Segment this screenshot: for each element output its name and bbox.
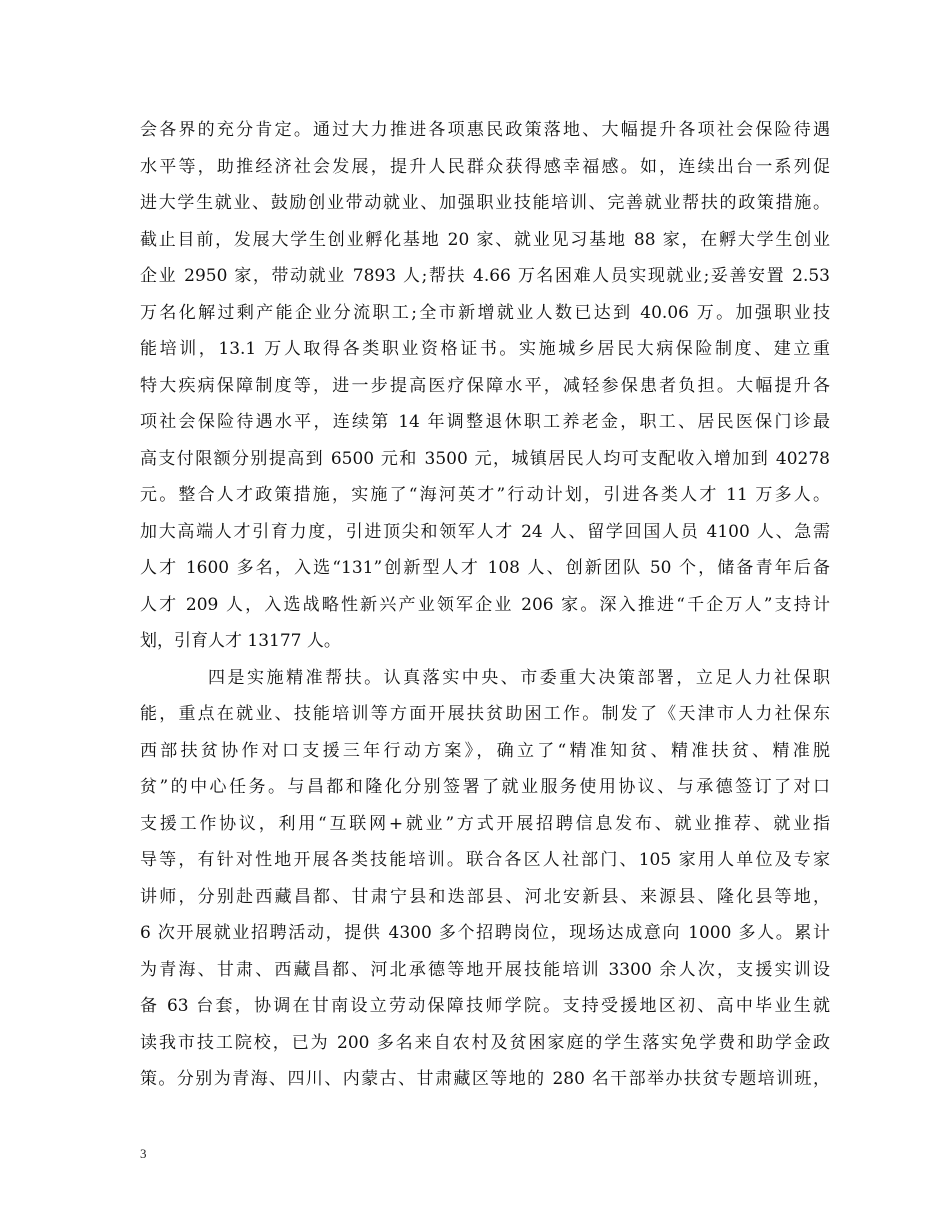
text-line: 企业 2950 家，带动就业 7893 人;帮扶 4.66 万名困难人员实现就业;妥善安置 2.53 [140, 266, 830, 286]
paragraph-2 [140, 660, 830, 1098]
text-line: 备 63 台套，协调在甘南设立劳动保障技师学院。支持受援地区初、高中毕业生就 [140, 996, 830, 1016]
text-line: 元。整合人才政策措施，实施了“海河英才”行动计划，引进各类人才 11 万多人。 [140, 485, 830, 505]
text-line: 6 次开展就业招聘活动，提供 4300 多个招聘岗位，现场达成意向 1000 多人。累计 [140, 923, 830, 943]
text-line: 能培训，13.1 万人取得各类职业资格证书。实施城乡居民大病保险制度、建立重 [140, 339, 830, 359]
text-line: 特大疾病保障制度等，进一步提高医疗保障水平，减轻参保患者负担。大幅提升各 [140, 375, 830, 396]
text-line: 读我市技工院校，已为 200 多名来自农村及贫困家庭的学生落实免学费和助学金政 [140, 1032, 830, 1053]
page-number: 3 [140, 1146, 147, 1161]
body-text [140, 112, 830, 1098]
text-line: 四是实施精准帮扶。认真落实中央、市委重大决策部署，立足人力社保职 [208, 667, 830, 688]
text-line: 项社会保险待遇水平，连续第 14 年调整退休职工养老金，职工、居民医保门诊最 [140, 412, 830, 432]
text-line: 加大高端人才引育力度，引进顶尖和领军人才 24 人、留学回国人员 4100 人、急需 [140, 521, 830, 542]
text-line: 讲师，分别赴西藏昌都、甘肃宁县和迭部县、河北安新县、来源县、隆化县等地， [140, 886, 830, 907]
text-line: 支援工作协议，利用“互联网+就业”方式开展招聘信息发布、就业推荐、就业指 [140, 813, 830, 834]
text-line: 为青海、甘肃、西藏昌都、河北承德等地开展技能培训 3300 余人次，支援实训设 [140, 959, 830, 980]
text-line: 导等，有针对性地开展各类技能培训。联合各区人社部门、105 家用人单位及专家 [140, 850, 830, 870]
text-line: 策。分别为青海、四川、内蒙古、甘肃藏区等地的 280 名干部举办扶贫专题培训班， [140, 1069, 830, 1089]
text-line: 万名化解过剩产能企业分流职工;全市新增就业人数已达到 40.06 万。加强职业技 [140, 302, 830, 323]
text-line: 贫”的中心任务。与昌都和隆化分别签署了就业服务使用协议、与承德签订了对口 [140, 777, 830, 797]
text-line: 人才 209 人，入选战略性新兴产业领军企业 206 家。深入推进“千企万人”支持计 [140, 594, 830, 615]
text-line: 水平等，助推经济社会发展，提升人民群众获得感幸福感。如，连续出台一系列促 [140, 156, 830, 177]
text-line: 会各界的充分肯定。通过大力推进各项惠民政策落地、大幅提升各项社会保险待遇 [140, 120, 830, 140]
text-line: 西部扶贫协作对口支援三年行动方案》，确立了“精准知贫、精准扶贫、精准脱 [140, 740, 830, 761]
text-line: 高支付限额分别提高到 6500 元和 3500 元，城镇居民人均可支配收入增加到 40278 [140, 448, 830, 469]
text-line: 能，重点在就业、技能培训等方面开展扶贫助困工作。制发了《天津市人力社保东 [140, 704, 830, 724]
text-line: 划，引育人才 13177 人。 [140, 631, 341, 651]
text-line: 截止目前，发展大学生创业孵化基地 20 家、就业见习基地 88 家，在孵大学生创业 [140, 229, 830, 250]
text-line: 进大学生就业、鼓励创业带动就业、加强职业技能培训、完善就业帮扶的政策措施。 [140, 193, 830, 213]
paragraph-1 [140, 112, 830, 660]
text-line: 人才 1600 多名，入选“131”创新型人才 108 人、创新团队 50 个，储备青年后备 [140, 558, 830, 578]
